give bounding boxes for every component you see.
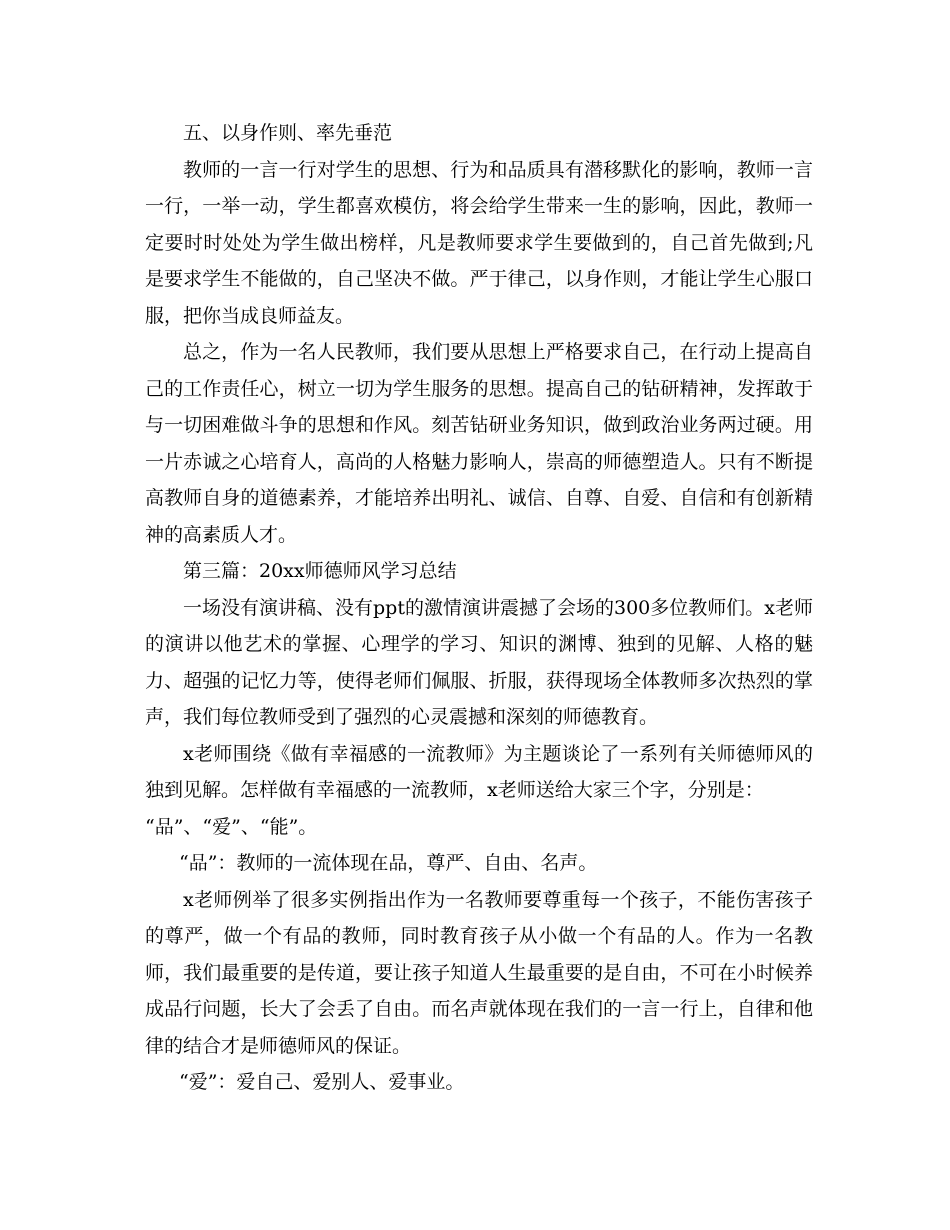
paragraph: 总之，作为一名人民教师，我们要从思想上严格要求自己，在行动上提高自己的工作责任心，树立一切为学生服务的思想。提高自己的钻研精神，发挥敢于与一切困难做斗争的思想和作风。刻苦钻研业务知识，做到政治业务两过硬。用一片赤诚之心培育人，高尚的人格魅力影响人，崇高的师德塑造人。只有不断提高教师自身的道德素养，才能培养出明礼、诚信、自尊、自爱、自信和有创新精神的高素质人才。 [145, 341, 813, 546]
paragraph: “品”：教师的一流体现在品，尊严、自由、名声。 [179, 852, 598, 874]
paragraph: 一场没有演讲稿、没有ppt的激情演讲震撼了会场的300多位教师们。x老师的演讲以他艺术的掌握、心理学的学习、知识的渊博、独到的见解、人格的魅力、超强的记忆力等，使得老师们佩服、折服，获得现场全体教师多次热烈的掌声，我们每位教师受到了强烈的心灵震撼和深刻的师德教育。 [145, 596, 813, 728]
section-heading: 第三篇：20xx师德师风学习总结 [183, 560, 457, 582]
paragraph: x老师例举了很多实例指出作为一名教师要尊重每一个孩子，不能伤害孩子的尊严，做一个有品的教师，同时教育孩子从小做一个有品的人。作为一名教师，我们最重要的是传道，要让孩子知道人生最重要的是自由，不可在小时候养成品行问题，长大了会丢了自由。而名声就体现在我们的一言一行上，自律和他律的结合才是师德师风的保证。 [145, 888, 813, 1057]
paragraph: “品”、“爱”、“能”。 [145, 815, 318, 838]
document-body [145, 115, 813, 1101]
paragraph: “爱”：爱自己、爱别人、爱事业。 [179, 1071, 465, 1093]
paragraph: 教师的一言一行对学生的思想、行为和品质具有潜移默化的影响，教师一言一行，一举一动，学生都喜欢模仿，将会给学生带来一生的影响，因此，教师一定要时时处处为学生做出榜样，凡是教师要求学生要做到的，自己首先做到;凡是要求学生不能做的，自己坚决不做。严于律己，以身作则，才能让学生心服口服，把你当成良师益友。 [145, 158, 813, 327]
paragraph: x老师围绕《做有幸福感的一流教师》为主题谈论了一系列有关师德师风的独到见解。怎样做有幸福感的一流教师，x老师送给大家三个字，分别是： [145, 742, 813, 801]
section-heading: 五、以身作则、率先垂范 [183, 122, 393, 144]
